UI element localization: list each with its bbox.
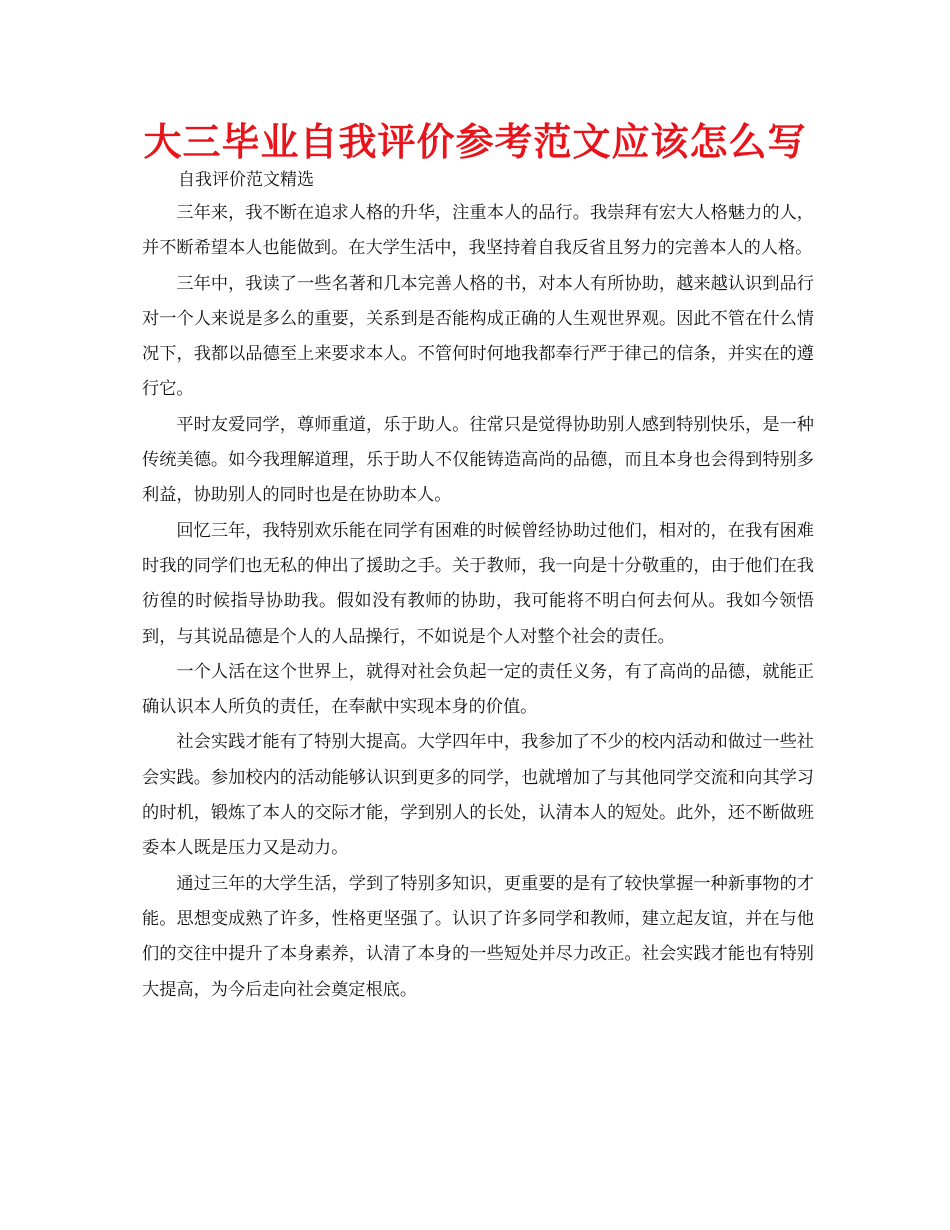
paragraph-6: 社会实践才能有了特别大提高。大学四年中，我参加了不少的校内活动和做过一些社会实践。参加校内的活动能够认识到更多的同学，也就增加了与其他同学交流和向其学习的时机，锻炼了本人的交际才能，学到别人的长处，认清本人的短处。此外，还不断做班委本人既是压力又是动力。 bbox=[142, 732, 814, 859]
document-body bbox=[142, 196, 814, 1008]
paragraph-7: 通过三年的大学生活，学到了特别多知识，更重要的是有了较快掌握一种新事物的才能。思想变成熟了许多，性格更坚强了。认识了许多同学和教师，建立起友谊，并在与他们的交往中提升了本身素养，认清了本身的一些短处并尽力改正。社会实践才能也有特别大提高，为今后走向社会奠定根底。 bbox=[142, 873, 814, 1000]
paragraph-2: 三年中，我读了一些名著和几本完善人格的书，对本人有所协助，越来越认识到品行对一个人来说是多么的重要，关系到是否能构成正确的人生观世界观。因此不管在什么情况下，我都以品德至上来要求本人。不管何时何地我都奉行严于律己的信条，并实在的遵行它。 bbox=[142, 273, 814, 400]
paragraph-1: 三年来，我不断在追求人格的升华，注重本人的品行。我崇拜有宏大人格魅力的人，并不断希望本人也能做到。在大学生活中，我坚持着自我反省且努力的完善本人的人格。 bbox=[142, 203, 814, 259]
document-subtitle: 自我评价范文精选 bbox=[178, 170, 314, 190]
document-title: 大三毕业自我评价参考范文应该怎么写 bbox=[143, 120, 807, 164]
paragraph-3: 平时友爱同学，尊师重道，乐于助人。往常只是觉得协助别人感到特别快乐，是一种传统美德。如今我理解道理，乐于助人不仅能铸造高尚的品德，而且本身也会得到特别多利益，协助别人的同时也是在协助本人。 bbox=[142, 414, 814, 506]
paragraph-4: 回忆三年，我特别欢乐能在同学有困难的时候曾经协助过他们，相对的，在我有困难时我的同学们也无私的伸出了援助之手。关于教师，我一向是十分敬重的，由于他们在我彷徨的时候指导协助我。假如没有教师的协助，我可能将不明白何去何从。我如今领悟到，与其说品德是个人的人品操行，不如说是个人对整个社会的责任。 bbox=[142, 520, 814, 647]
paragraph-5: 一个人活在这个世界上，就得对社会负起一定的责任义务，有了高尚的品德，就能正确认识本人所负的责任，在奉献中实现本身的价值。 bbox=[142, 661, 814, 718]
